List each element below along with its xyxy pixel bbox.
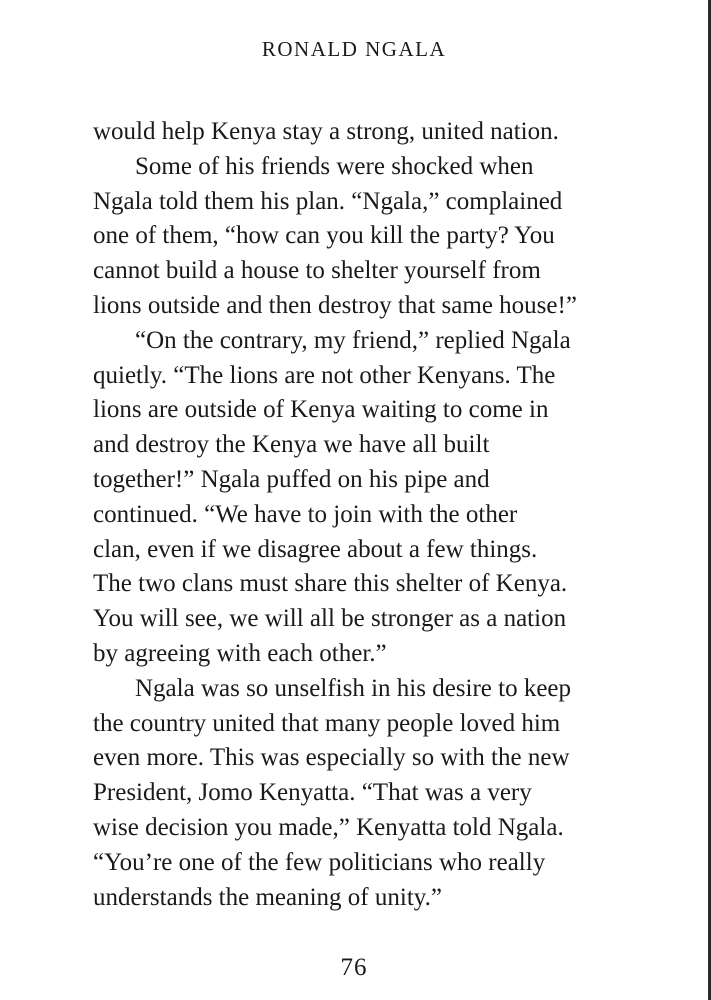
- text-line-paragraph-start: Ngala was so unselfish in his desire to keep: [135, 674, 572, 702]
- body-text: [93, 115, 623, 915]
- text-line: continued. “We have to join with the other: [93, 500, 518, 528]
- text-line: and destroy the Kenya we have all built: [93, 431, 490, 459]
- running-head: RONALD NGALA: [261, 37, 447, 61]
- text-line: the country united that many people loved him: [93, 709, 561, 737]
- text-line: quietly. “The lions are not other Kenyans. The: [93, 361, 556, 389]
- text-line: Ngala told them his plan. “Ngala,” complained: [93, 187, 563, 215]
- text-line: understands the meaning of unity.”: [93, 883, 442, 911]
- text-line-paragraph-start: Some of his friends were shocked when: [135, 152, 534, 180]
- text-line: together!” Ngala puffed on his pipe and: [93, 465, 490, 493]
- text-line: “You’re one of the few politicians who really: [93, 848, 546, 876]
- text-line: even more. This was especially so with the new: [93, 744, 570, 772]
- text-line: one of them, “how can you kill the party? You: [93, 222, 555, 250]
- text-line: You will see, we will all be stronger as a nation: [93, 605, 567, 633]
- text-line: The two clans must share this shelter of Kenya.: [93, 570, 568, 598]
- text-line: clan, even if we disagree about a few things.: [93, 535, 538, 563]
- page-number: 76: [340, 954, 368, 981]
- text-line: lions are outside of Kenya waiting to come in: [93, 396, 549, 424]
- text-line: lions outside and then destroy that same house!”: [93, 291, 577, 319]
- text-line: President, Jomo Kenyatta. “That was a very: [93, 779, 532, 807]
- text-line: would help Kenya stay a strong, united nation.: [93, 118, 559, 145]
- text-line: wise decision you made,” Kenyatta told Ngala.: [93, 813, 564, 841]
- text-line-paragraph-start: “On the contrary, my friend,” replied Ngala: [135, 326, 571, 354]
- text-line: by agreeing with each other.”: [93, 639, 387, 667]
- text-line: cannot build a house to shelter yourself from: [93, 257, 541, 285]
